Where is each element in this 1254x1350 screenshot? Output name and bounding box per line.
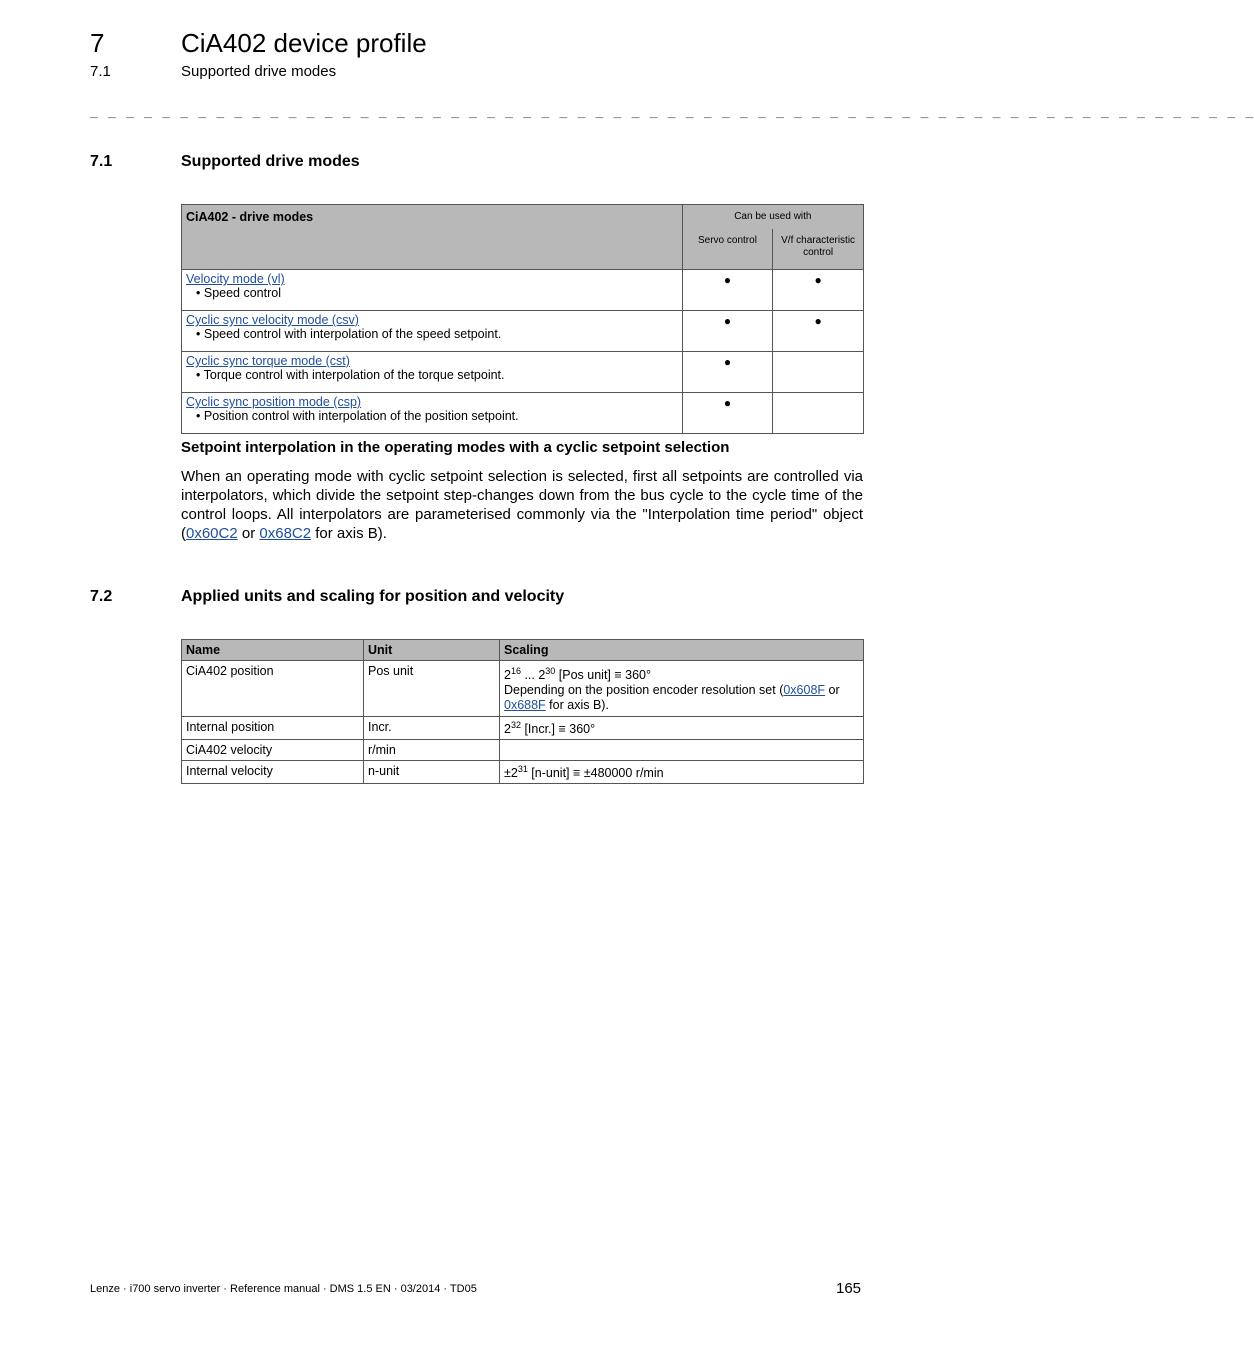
scaling-base: 2 bbox=[504, 722, 511, 737]
mode-cell bbox=[182, 352, 683, 393]
vf-mark: ● bbox=[773, 311, 864, 352]
body-paragraph bbox=[181, 467, 863, 543]
scaling-cell bbox=[500, 761, 864, 784]
table-row bbox=[182, 352, 864, 393]
running-section-number: 7.1 bbox=[90, 63, 111, 80]
section-title: Applied units and scaling for position and velocity bbox=[181, 588, 565, 605]
scaling-base: ±2 bbox=[504, 766, 518, 781]
velocity-mode-link[interactable]: Velocity mode (vl) bbox=[186, 272, 285, 286]
unit-cell: n-unit bbox=[364, 761, 500, 784]
scaling-base: 2 bbox=[538, 668, 546, 683]
servo-mark: ● bbox=[682, 352, 773, 393]
running-section-title: Supported drive modes bbox=[181, 63, 337, 80]
scaling-note: for axis B). bbox=[545, 698, 609, 713]
table-row bbox=[182, 740, 864, 761]
table-header-row bbox=[182, 640, 864, 661]
cyclic-sync-torque-link[interactable]: Cyclic sync torque mode (cst) bbox=[186, 354, 350, 368]
scaling-ellipsis: ... bbox=[520, 668, 539, 683]
list-item: • Position control with interpolation of the position setpoint. bbox=[196, 409, 519, 423]
footer-text: Lenze · i700 servo inverter · Reference manual · DMS 1.5 EN · 03/2014 · TD05 bbox=[90, 1283, 477, 1295]
header-dash-rule: _ _ _ _ _ _ _ _ _ _ _ _ _ _ _ _ _ _ _ _ _ _ _ _ _ _ _ _ _ _ _ _ _ _ _ _ _ _ _ _ _ _ _ _ _ _ _ _ _ _ _ _ _ _ _ _ _ _ _ _ _ _ _ _ _ bbox=[90, 104, 1254, 119]
object-0x60C2-link[interactable]: 0x60C2 bbox=[186, 525, 238, 542]
units-scaling-table bbox=[181, 639, 864, 784]
list-item: • Speed control bbox=[196, 286, 281, 300]
scaling-cell bbox=[500, 717, 864, 740]
drive-modes-table bbox=[181, 204, 864, 434]
subheading: Setpoint interpolation in the operating modes with a cyclic setpoint selection bbox=[181, 439, 730, 456]
table-row bbox=[182, 270, 864, 311]
list-item: • Speed control with interpolation of the speed setpoint. bbox=[196, 327, 502, 341]
bullet-text: Speed control with interpolation of the speed setpoint. bbox=[203, 327, 502, 341]
column-header-mode: CiA402 - drive modes bbox=[182, 205, 683, 270]
section-number: 7.1 bbox=[90, 153, 113, 170]
scaling-exponent: 30 bbox=[545, 666, 556, 676]
scaling-text: [n-unit] ≡ ±480000 r/min bbox=[527, 766, 664, 781]
scaling-base: 2 bbox=[504, 668, 511, 683]
name-cell: CiA402 position bbox=[182, 661, 364, 717]
scaling-exponent: 16 bbox=[510, 666, 521, 676]
paragraph-text: or bbox=[237, 525, 260, 542]
servo-mark: ● bbox=[682, 393, 773, 434]
table-row bbox=[182, 717, 864, 740]
bullet-text: Torque control with interpolation of the torque setpoint. bbox=[203, 368, 505, 382]
column-header-scaling: Scaling bbox=[500, 640, 864, 661]
column-header-name: Name bbox=[182, 640, 364, 661]
name-cell: CiA402 velocity bbox=[182, 740, 364, 761]
table-row bbox=[182, 311, 864, 352]
chapter-title: CiA402 device profile bbox=[181, 28, 427, 58]
object-0x608F-link[interactable]: 0x608F bbox=[783, 683, 826, 698]
cyclic-sync-velocity-link[interactable]: Cyclic sync velocity mode (csv) bbox=[186, 313, 359, 327]
scaling-cell bbox=[500, 661, 864, 717]
scaling-cell bbox=[500, 740, 864, 761]
page-number: 165 bbox=[836, 1280, 862, 1297]
paragraph-text: When an operating mode with cyclic setpoint selection is selected, first all setpoints are controlled via interpolators, which divide the setpoint step-changes down from the bus cycle to the cycle time of the control loops. All interpolators are parameterised commonly via the "Interpolation time period" object ( bbox=[181, 468, 863, 542]
scaling-exponent: 31 bbox=[517, 764, 528, 775]
unit-cell: Incr. bbox=[364, 717, 500, 740]
chapter-number: 7 bbox=[90, 28, 105, 58]
name-cell: Internal velocity bbox=[182, 761, 364, 784]
mode-cell bbox=[182, 311, 683, 352]
scaling-text: [Pos unit] ≡ 360° bbox=[555, 668, 651, 683]
vf-mark bbox=[773, 352, 864, 393]
table-row bbox=[182, 661, 864, 717]
scaling-note: Depending on the position encoder resolution set ( bbox=[504, 683, 784, 698]
unit-cell: r/min bbox=[364, 740, 500, 761]
bullet-text: Position control with interpolation of the position setpoint. bbox=[203, 409, 519, 423]
paragraph-text: for axis B). bbox=[311, 525, 387, 542]
vf-mark: ● bbox=[773, 270, 864, 311]
cyclic-sync-position-link[interactable]: Cyclic sync position mode (csp) bbox=[186, 395, 362, 409]
scaling-text: [Incr.] ≡ 360° bbox=[520, 722, 596, 737]
column-header-unit: Unit bbox=[364, 640, 500, 661]
scaling-exponent: 32 bbox=[510, 720, 521, 731]
vf-mark bbox=[773, 393, 864, 434]
column-header-servo: Servo control bbox=[682, 229, 773, 270]
table-header-row bbox=[182, 205, 864, 230]
servo-mark: ● bbox=[682, 270, 773, 311]
mode-cell bbox=[182, 270, 683, 311]
section-title: Supported drive modes bbox=[181, 153, 360, 170]
table-row bbox=[182, 393, 864, 434]
section-number: 7.2 bbox=[90, 588, 113, 605]
scaling-note: or bbox=[825, 683, 840, 698]
object-0x68C2-link[interactable]: 0x68C2 bbox=[259, 525, 312, 542]
unit-cell: Pos unit bbox=[364, 661, 500, 717]
object-0x688F-link[interactable]: 0x688F bbox=[504, 698, 546, 713]
servo-mark: ● bbox=[682, 311, 773, 352]
list-item: • Torque control with interpolation of the torque setpoint. bbox=[196, 368, 505, 382]
column-header-vf: V/f characteristic control bbox=[773, 229, 864, 270]
column-group-header: Can be used with bbox=[682, 205, 863, 230]
mode-cell bbox=[182, 393, 683, 434]
table-row bbox=[182, 761, 864, 784]
bullet-text: Speed control bbox=[203, 286, 281, 300]
name-cell: Internal position bbox=[182, 717, 364, 740]
